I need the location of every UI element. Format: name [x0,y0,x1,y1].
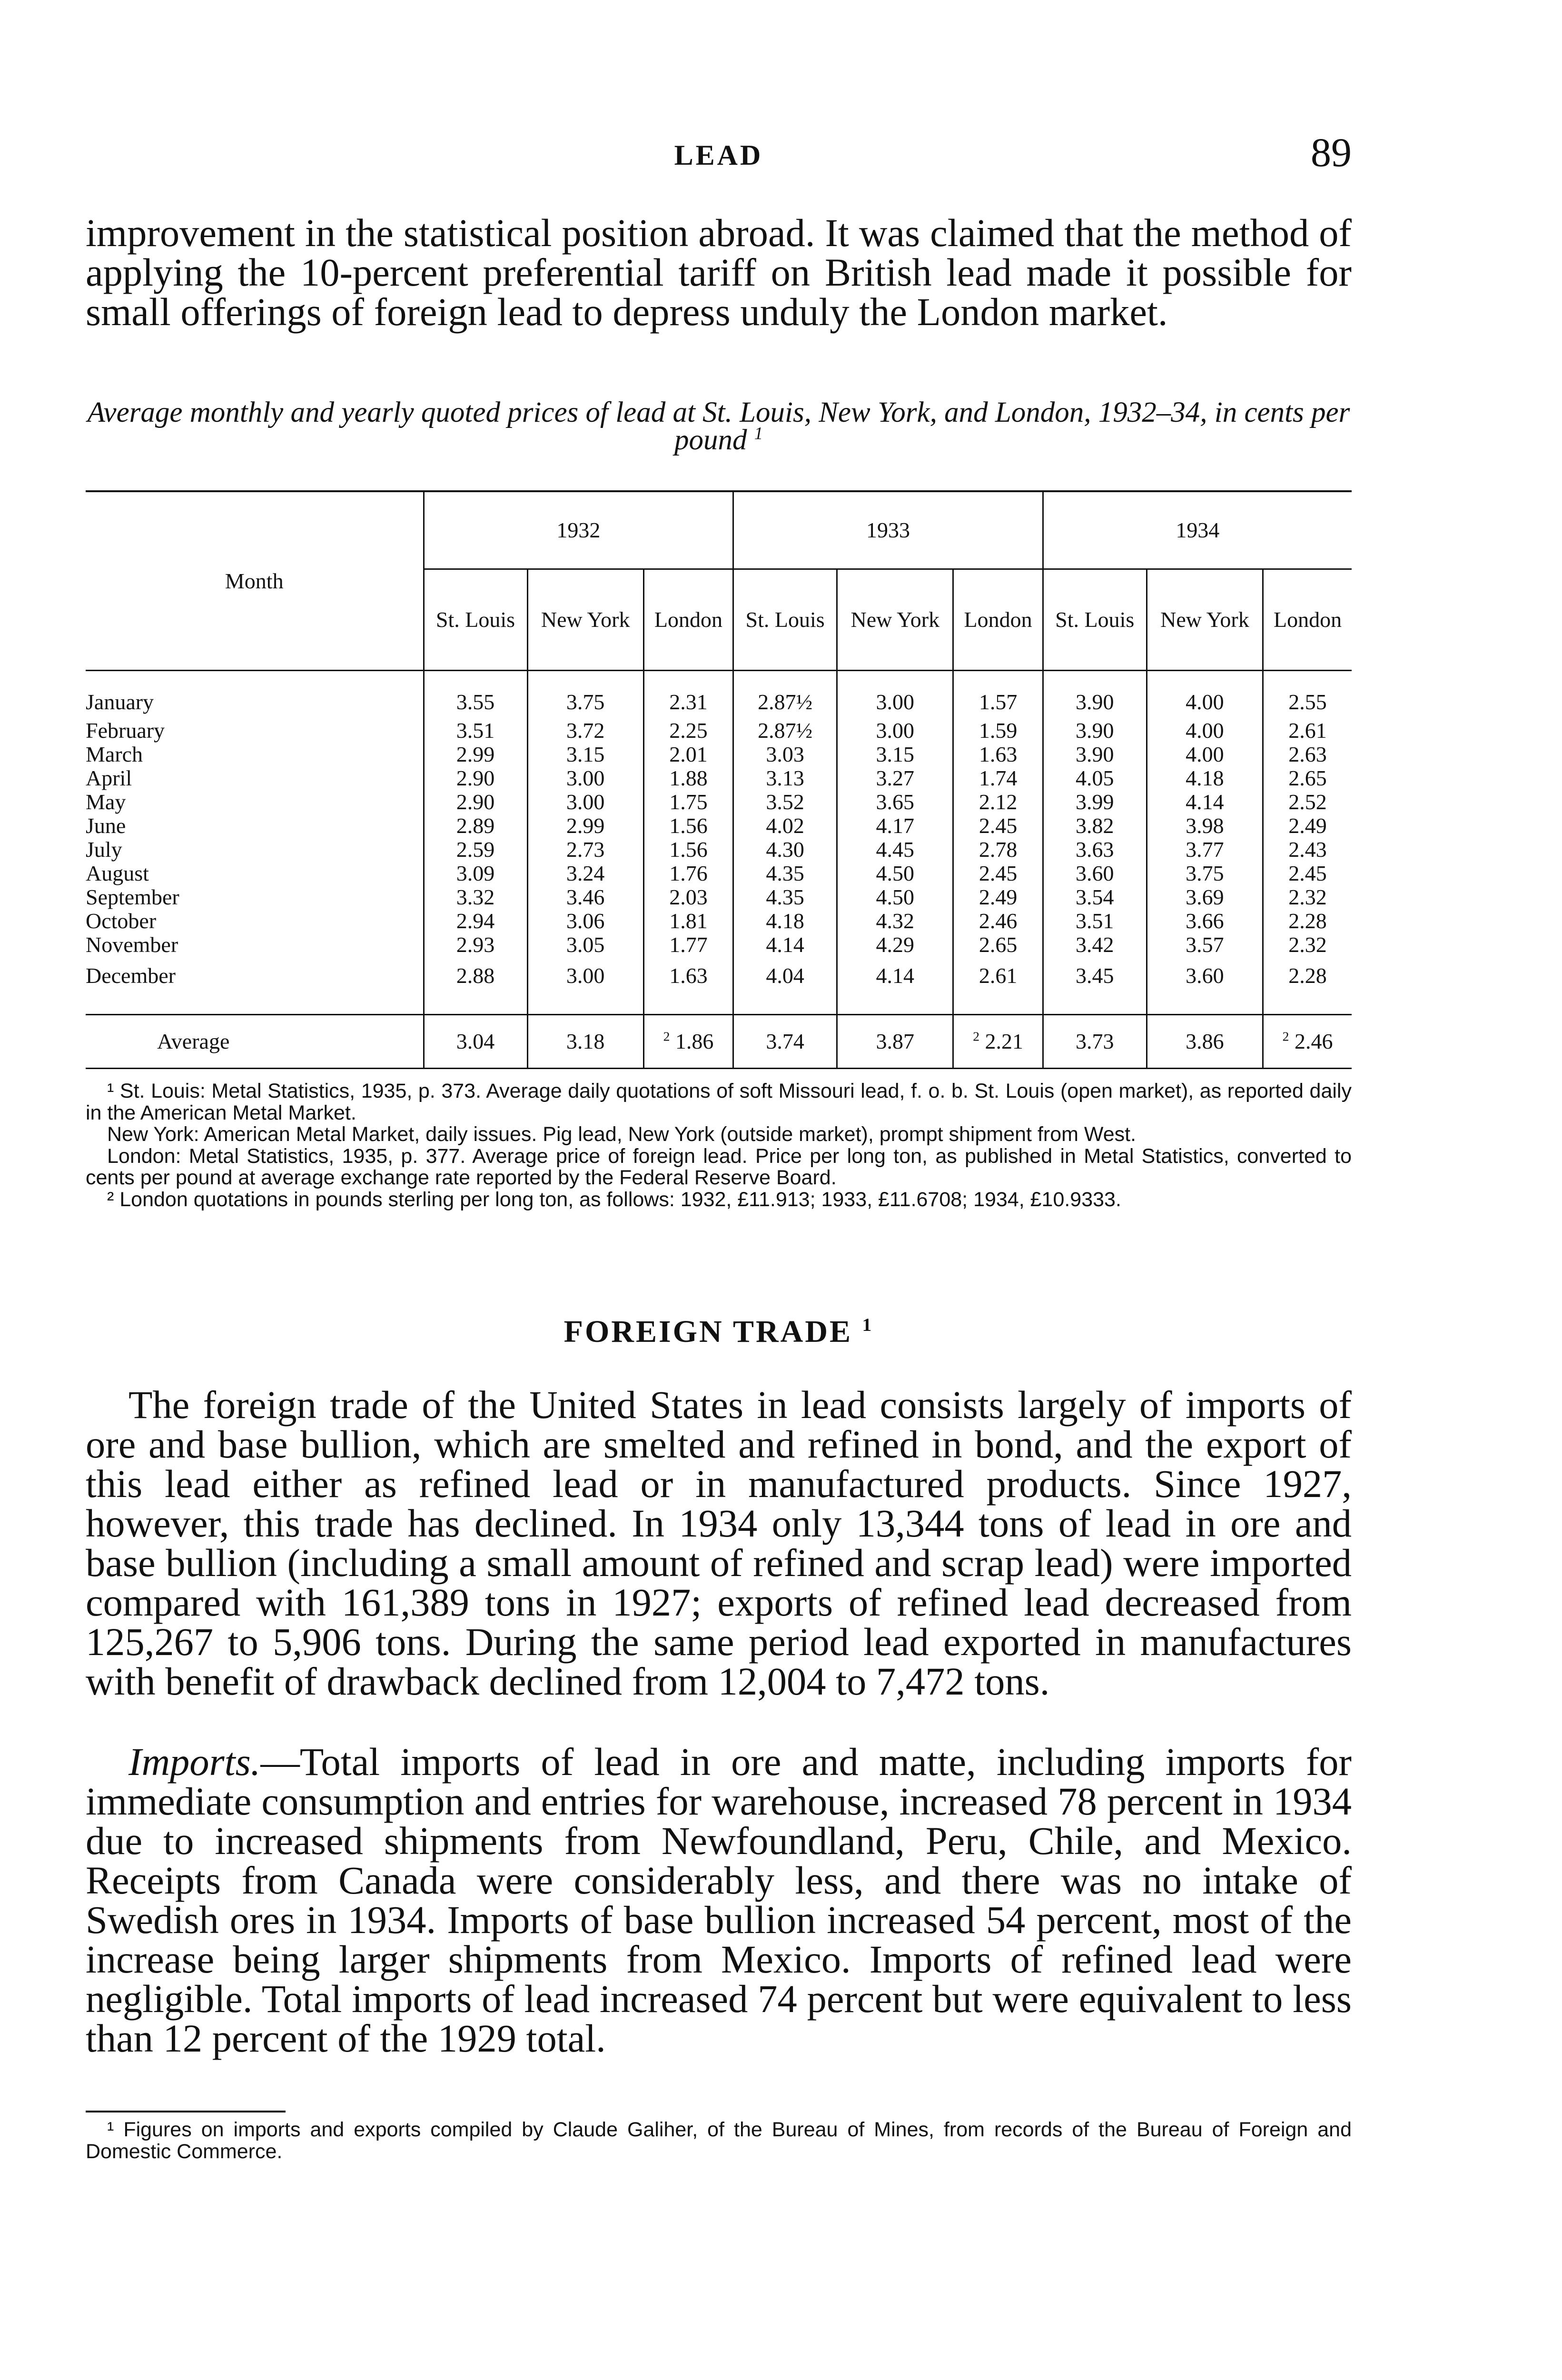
running-title: LEAD [674,139,763,171]
price-cell: 2.49 [1263,814,1352,838]
price-cell: 4.50 [837,885,953,909]
table-row [86,909,1352,933]
price-cell: 2.45 [953,862,1043,885]
month-cell: July [86,837,122,862]
table-row [86,885,1352,909]
price-cell: 3.32 [424,885,527,909]
price-cell: 4.14 [733,933,837,957]
year-header-1932: 1932 [424,491,733,569]
price-cell: 2.03 [643,885,733,909]
price-cell: 3.00 [837,719,953,743]
price-cell: 3.15 [837,743,953,766]
price-cell: 3.09 [424,862,527,885]
price-cell: 4.00 [1147,743,1263,766]
month-cell: January [86,690,154,714]
price-cell: 3.57 [1147,933,1263,957]
table-note: London: Metal Statistics, 1935, p. 377. Average price of foreign lead. Price per long ton, as published in Metal Statistics, converted to cents per pound at average exchange rate reported by the Federal Reserve Board. [86,1144,1352,1189]
paragraph-foreign-trade: The foreign trade of the United States in lead consists largely of imports of ore and base bullion, which are smelted and refined in bond, and the export of this lead either as refined lead or in manufactured products. Since 1927, however, this trade has declined. In 1934 only 13,344 tons of lead in ore and base bullion (including a small amount of refined and scrap lead) were imported compared with 161,389 tons in 1927; exports of refined lead decreased from 125,267 to 5,906 tons. During the same period lead exported in manufactures with benefit of drawback declined from 12,004 to 7,472 tons. [86,1383,1352,1703]
price-cell: 3.65 [837,790,953,814]
intro-paragraph: improvement in the statistical position abroad. It was claimed that the method of applying the 10-percent preferential tariff on British lead made it possible for small offerings of foreign lead to depress unduly the London market. [86,211,1352,334]
price-cell: 1.74 [953,766,1043,790]
price-cell: 3.75 [527,671,643,719]
average-cell: 3.73 [1043,1015,1147,1069]
price-cell: 2.45 [1263,862,1352,885]
price-cell: 3.66 [1147,909,1263,933]
price-cell: 2.32 [1263,885,1352,909]
paragraph-imports [86,1742,1352,2058]
price-cell: 2.01 [643,743,733,766]
price-cell: 1.77 [643,933,733,957]
table-row [86,838,1352,862]
price-cell: 3.77 [1147,838,1263,862]
price-cell: 2.90 [424,766,527,790]
table-note: New York: American Metal Market, daily issues. Pig lead, New York (outside market), prompt shipment from West. [107,1123,1137,1146]
price-cell: 4.18 [733,909,837,933]
price-cell: 2.52 [1263,790,1352,814]
average-cell: 3.04 [424,1015,527,1069]
price-cell: 2.73 [527,838,643,862]
price-cell: 2.99 [527,814,643,838]
price-cell: 3.60 [1043,862,1147,885]
price-cell: 4.14 [837,957,953,1015]
price-cell: 4.05 [1043,766,1147,790]
month-cell: August [86,861,149,885]
page-number: 89 [1311,129,1352,175]
price-cell: 3.13 [733,766,837,790]
price-cell: 2.94 [424,909,527,933]
average-note-ref: 2 [1282,1029,1289,1044]
price-cell: 4.02 [733,814,837,838]
month-cell: November [86,932,178,957]
subcol-header: St. Louis [1043,569,1147,671]
price-cell: 4.04 [733,957,837,1015]
price-cell: 1.56 [643,814,733,838]
section-title: FOREIGN TRADE [564,1314,853,1349]
price-cell: 3.27 [837,766,953,790]
price-cell: 2.59 [424,838,527,862]
price-cell: 3.42 [1043,933,1147,957]
price-cell: 1.76 [643,862,733,885]
price-cell: 3.69 [1147,885,1263,909]
price-cell: 2.55 [1263,671,1352,719]
price-cell: 3.24 [527,862,643,885]
price-cell: 3.98 [1147,814,1263,838]
price-cell: 1.63 [643,957,733,1015]
month-cell: May [86,790,126,814]
average-cell: $^2$ 1.86 [643,1015,733,1069]
price-cell: 4.50 [837,862,953,885]
price-cell: 2.45 [953,814,1043,838]
price-cell: 3.90 [1043,719,1147,743]
price-cell: 2.25 [643,719,733,743]
table-caption [86,399,1352,454]
price-cell: 3.03 [733,743,837,766]
price-cell: 4.14 [1147,790,1263,814]
price-cell: 3.99 [1043,790,1147,814]
average-cell: $^2$ 2.21 [953,1015,1043,1069]
subcol-header: New York [1147,569,1263,671]
subcol-header: London [953,569,1043,671]
price-cell: 3.06 [527,909,643,933]
price-cell: 4.35 [733,885,837,909]
price-cell: 2.99 [424,743,527,766]
price-cell: 3.45 [1043,957,1147,1015]
running-head [86,129,1352,186]
price-cell: 3.60 [1147,957,1263,1015]
average-cell: 3.74 [733,1015,837,1069]
price-cell: 3.55 [424,671,527,719]
price-cell: 3.00 [837,671,953,719]
price-cell: 3.54 [1043,885,1147,909]
page-footnote [86,2119,1352,2162]
table-caption-text: Average monthly and yearly quoted prices of lead at St. Louis, New York, and London, 1932–34, in cents per pound [87,397,1350,456]
subcol-header: St. Louis [424,569,527,671]
price-cell: 4.35 [733,862,837,885]
price-cell: 3.63 [1043,838,1147,862]
price-cell: 2.43 [1263,838,1352,862]
price-cell: 4.29 [837,933,953,957]
price-cell: 3.90 [1043,671,1147,719]
month-cell: March [86,742,143,766]
price-cell: 3.00 [527,957,643,1015]
table-row [86,957,1352,1015]
price-cell: 1.88 [643,766,733,790]
month-header: Month [86,491,424,671]
section-note-ref: 1 [862,1314,874,1335]
subcol-header: St. Louis [733,569,837,671]
price-cell: 4.32 [837,909,953,933]
table-row [86,862,1352,885]
price-cell: 2.63 [1263,743,1352,766]
price-cell: 2.49 [953,885,1043,909]
price-cell: 2.65 [953,933,1043,957]
subcol-header: London [1263,569,1352,671]
price-cell: 3.00 [527,790,643,814]
average-cell: 3.18 [527,1015,643,1069]
subcol-header: New York [837,569,953,671]
price-cell: 2.78 [953,838,1043,862]
price-cell: 3.72 [527,719,643,743]
price-cell: 2.31 [643,671,733,719]
price-cell: 4.17 [837,814,953,838]
month-cell: February [86,718,165,743]
price-cell: 3.90 [1043,743,1147,766]
price-cell: 3.51 [424,719,527,743]
price-cell: 2.87½ [733,671,837,719]
price-cell: 3.82 [1043,814,1147,838]
table-row [86,790,1352,814]
table-row [86,766,1352,790]
average-row [86,1015,1352,1069]
month-cell: June [86,813,126,838]
price-cell: 2.61 [1263,719,1352,743]
price-cell: 2.28 [1263,909,1352,933]
price-table [86,490,1352,1069]
price-cell: 2.88 [424,957,527,1015]
table-row [86,671,1352,719]
price-cell: 4.45 [837,838,953,862]
average-note-ref: 2 [973,1029,979,1044]
price-cell: 3.05 [527,933,643,957]
table-row [86,933,1352,957]
price-cell: 2.87½ [733,719,837,743]
month-cell: October [86,909,157,933]
price-cell: 3.52 [733,790,837,814]
subcol-header: London [643,569,733,671]
imports-run-in-heading: Imports. [129,1740,261,1784]
price-cell: 1.75 [643,790,733,814]
price-cell: 3.75 [1147,862,1263,885]
price-cell: 4.00 [1147,719,1263,743]
caption-note-ref: 1 [754,423,763,443]
price-cell: 2.12 [953,790,1043,814]
price-cell: 1.57 [953,671,1043,719]
footnote-text: ¹ Figures on imports and exports compiled by Claude Galiher, of the Bureau of Mines, from records of the Bureau of Foreign and Domestic Commerce. [86,2118,1352,2163]
price-cell: 2.90 [424,790,527,814]
price-cell: 4.00 [1147,671,1263,719]
subcol-header: New York [527,569,643,671]
price-cell: 3.46 [527,885,643,909]
price-cell: 2.46 [953,909,1043,933]
table-row [86,719,1352,743]
price-cell: 4.30 [733,838,837,862]
price-cell: 1.81 [643,909,733,933]
section-heading [86,1314,1352,1350]
average-cell: 3.87 [837,1015,953,1069]
price-cell: 2.89 [424,814,527,838]
price-cell: 2.61 [953,957,1043,1015]
price-cell: 1.63 [953,743,1043,766]
price-cell: 3.51 [1043,909,1147,933]
average-note-ref: 2 [663,1029,670,1044]
year-header-1933: 1933 [733,491,1043,569]
month-cell: December [86,963,176,988]
price-cell: 3.00 [527,766,643,790]
imports-text: —Total imports of lead in ore and matte, including imports for immediate consumption and entries for warehouse, increased 78 percent in 1934 due to increased shipments from Newfoundland, Peru, Chile, and Mexico. Receipts from Canada were considerably less, and there was no intake of Swedish ores in 1934. Imports of base bullion increased 54 percent, most of the increase being larger shipments from Mexico. Imports of refined lead were negligible. Total imports of lead increased 74 percent but were equivalent to less than 12 percent of the 1929 total. [86,1740,1352,2060]
price-cell: 1.56 [643,838,733,862]
price-cell: 2.32 [1263,933,1352,957]
footnote-rule [86,2111,286,2112]
price-cell: 2.28 [1263,957,1352,1015]
price-cell: 1.59 [953,719,1043,743]
year-header-1934: 1934 [1043,491,1352,569]
price-cell: 2.93 [424,933,527,957]
average-cell: $^2$ 2.46 [1263,1015,1352,1069]
table-notes [86,1081,1352,1210]
table-body [86,671,1352,1015]
price-cell: 4.18 [1147,766,1263,790]
table-note: ¹ St. Louis: Metal Statistics, 1935, p. 373. Average daily quotations of soft Missouri lead, f. o. b. St. Louis (open market), as reported daily in the American Metal Market. [86,1080,1352,1124]
table-row [86,743,1352,766]
price-cell: 3.15 [527,743,643,766]
table-note: ² London quotations in pounds sterling per long ton, as follows: 1932, £11.913; 1933, £11.6708; 1934, £10.9333. [107,1188,1121,1211]
average-label: Average [86,1015,424,1069]
price-cell: 2.65 [1263,766,1352,790]
month-cell: April [86,766,132,790]
month-cell: September [86,885,179,909]
table-row [86,814,1352,838]
average-cell: 3.86 [1147,1015,1263,1069]
